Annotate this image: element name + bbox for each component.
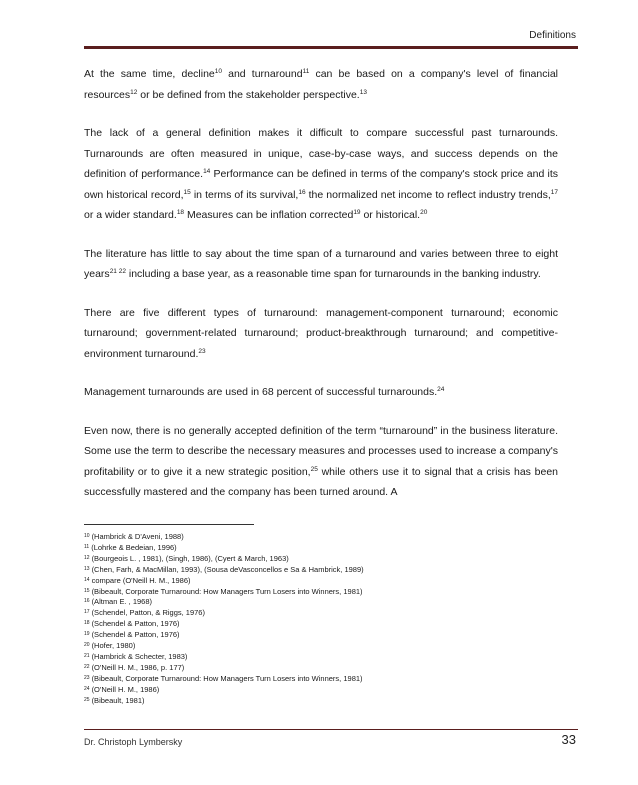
footnote-number: 11 — [84, 543, 90, 550]
footnote-text: (O'Neill H. M., 1986, p. 177) — [91, 662, 185, 672]
footnote-ref: 14 — [203, 168, 211, 175]
footnote-text: (Bibeault, Corporate Turnaround: How Managers Turn Losers into Winners, 1981) — [91, 586, 363, 596]
footnote-number: 22 — [84, 663, 90, 670]
text-run: or historical. — [360, 209, 421, 221]
footnote-text: (Schendel & Patton, 1976) — [91, 630, 180, 640]
footnote-ref: 15 — [183, 188, 191, 196]
footnote — [84, 652, 558, 663]
footnote-number: 17 — [84, 609, 90, 616]
footnote-ref: 24 — [437, 386, 445, 393]
text-run: Even now, there is no generally accepted definition of the term “turnaround” in the business literature. Some use the term to describe the necessary measures and processes used to increase a company's profitability or to give it a new strategic position, — [84, 424, 558, 478]
text-run: The literature has little to say about the time span of a turnaround and varies between three to eight years — [84, 247, 558, 280]
footnote-text: (Schendel & Patton, 1976) — [91, 619, 180, 629]
footnote-text: (Chen, Farh, & MacMillan, 1993), (Sousa deVasconcellos e Sa & Hambrick, 1989) — [91, 564, 364, 574]
text-run: in terms of its survival, — [190, 188, 299, 201]
paragraph — [84, 123, 558, 226]
footnote-number: 25 — [84, 696, 90, 703]
text-run: the normalized net income to reflect industry trends, — [305, 188, 551, 201]
footnote — [84, 532, 558, 543]
footnote-ref: 11 — [302, 68, 310, 75]
footer-rule — [84, 729, 578, 730]
text-run: including a base year, as a reasonable time span for turnarounds in the banking industry. — [125, 268, 541, 280]
paragraph — [84, 64, 558, 105]
footnotes — [84, 532, 558, 707]
footnote-text: compare (O'Neill H. M., 1986) — [91, 575, 191, 585]
footnote-ref: 20 — [420, 209, 428, 216]
footnote — [84, 597, 558, 608]
footnote — [84, 608, 558, 619]
paragraph — [84, 244, 558, 285]
footnote-ref: 21 22 — [109, 268, 126, 275]
footnote-number: 12 — [84, 554, 90, 561]
footnote-number: 19 — [84, 631, 90, 638]
text-run: At the same time, decline — [84, 68, 215, 80]
text-run: can be based on a company's level of financial resources — [84, 68, 558, 101]
paragraph — [84, 421, 558, 503]
footnote — [84, 685, 558, 696]
header-rule — [84, 46, 578, 49]
footnote-number: 20 — [84, 642, 90, 649]
footnote — [84, 663, 558, 674]
text-run: The lack of a general definition makes it difficult to compare successful past turnarounds. Turnarounds are often measured in unique, case-by-case ways, and success depends on the definition of performance. — [84, 127, 558, 180]
body-text — [84, 64, 558, 521]
footnote — [84, 543, 558, 554]
text-run: Measures can be inflation corrected — [184, 209, 354, 221]
footnote-text: (Hambrick & D'Aveni, 1988) — [91, 532, 184, 541]
footnote-number: 15 — [84, 587, 90, 594]
footnote — [84, 587, 558, 598]
footnote — [84, 674, 558, 685]
paragraph — [84, 382, 558, 403]
footnote-number: 24 — [84, 685, 90, 692]
footnote-text: (Bibeault, Corporate Turnaround: How Managers Turn Losers into Winners, 1981) — [91, 673, 363, 683]
footnote-text: (O'Neill H. M., 1986) — [91, 684, 160, 694]
footnote-ref: 16 — [298, 188, 306, 196]
footnote-number: 21 — [84, 652, 90, 659]
footnote-text: (Hofer, 1980) — [91, 641, 136, 651]
running-header: Definitions — [529, 30, 576, 41]
footnote-text: (Bourgeois L. , 1981), (Singh, 1986), (Cyert & March, 1963) — [91, 553, 289, 563]
footnote-text: (Schendel, Patton, & Riggs, 1976) — [91, 608, 205, 618]
footnote-text: (Altman E. , 1968) — [91, 597, 153, 607]
text-run: Performance can be defined in terms of the company's stock price and its own historical record, — [84, 168, 559, 201]
footnote-number: 10 — [84, 533, 90, 539]
footnote — [84, 554, 558, 565]
paragraph — [84, 303, 558, 365]
footer-author: Dr. Christoph Lymbersky — [84, 737, 183, 747]
footnote-separator — [84, 524, 254, 525]
footnote — [84, 565, 558, 576]
footnote — [84, 619, 558, 630]
footnote-number: 23 — [84, 674, 90, 681]
footnote-number: 14 — [84, 576, 90, 583]
footnote — [84, 630, 558, 641]
text-run: There are five different types of turnaround: management-component turnaround; economic turnaround; government-related turnaround; product-breakthrough turnaround; and competitive-environment turnaround. — [84, 306, 558, 360]
footnote-ref: 19 — [353, 209, 361, 216]
text-run: or a wider standard. — [84, 209, 177, 221]
footnote — [84, 696, 558, 707]
footnote-ref: 12 — [130, 88, 138, 96]
footnote-number: 13 — [84, 565, 90, 572]
footnote-ref: 10 — [214, 68, 222, 75]
footnote-ref: 13 — [359, 88, 367, 96]
footnote-text: (Bibeault, 1981) — [91, 695, 145, 705]
text-run: and turnaround — [222, 68, 303, 80]
text-run: while others use it to signal that a crisis has been successfully mastered and the company has been turned around. A — [84, 465, 559, 498]
footnote-number: 18 — [84, 620, 90, 627]
footnote-ref: 17 — [550, 188, 558, 196]
footnote — [84, 641, 558, 652]
footnote — [84, 576, 558, 587]
footnote-ref: 18 — [176, 209, 185, 216]
footnote-ref: 23 — [198, 347, 206, 355]
footnote-number: 16 — [84, 598, 90, 605]
footnote-text: (Lohrke & Bedeian, 1996) — [91, 542, 177, 552]
text-run: or be defined from the stakeholder perspective. — [137, 88, 360, 101]
text-run: Management turnarounds are used in 68 percent of successful turnarounds. — [84, 386, 438, 398]
page-number: 33 — [561, 732, 576, 747]
footnote-ref: 25 — [310, 465, 318, 473]
footnote-text: (Hambrick & Schecter, 1983) — [91, 651, 188, 661]
